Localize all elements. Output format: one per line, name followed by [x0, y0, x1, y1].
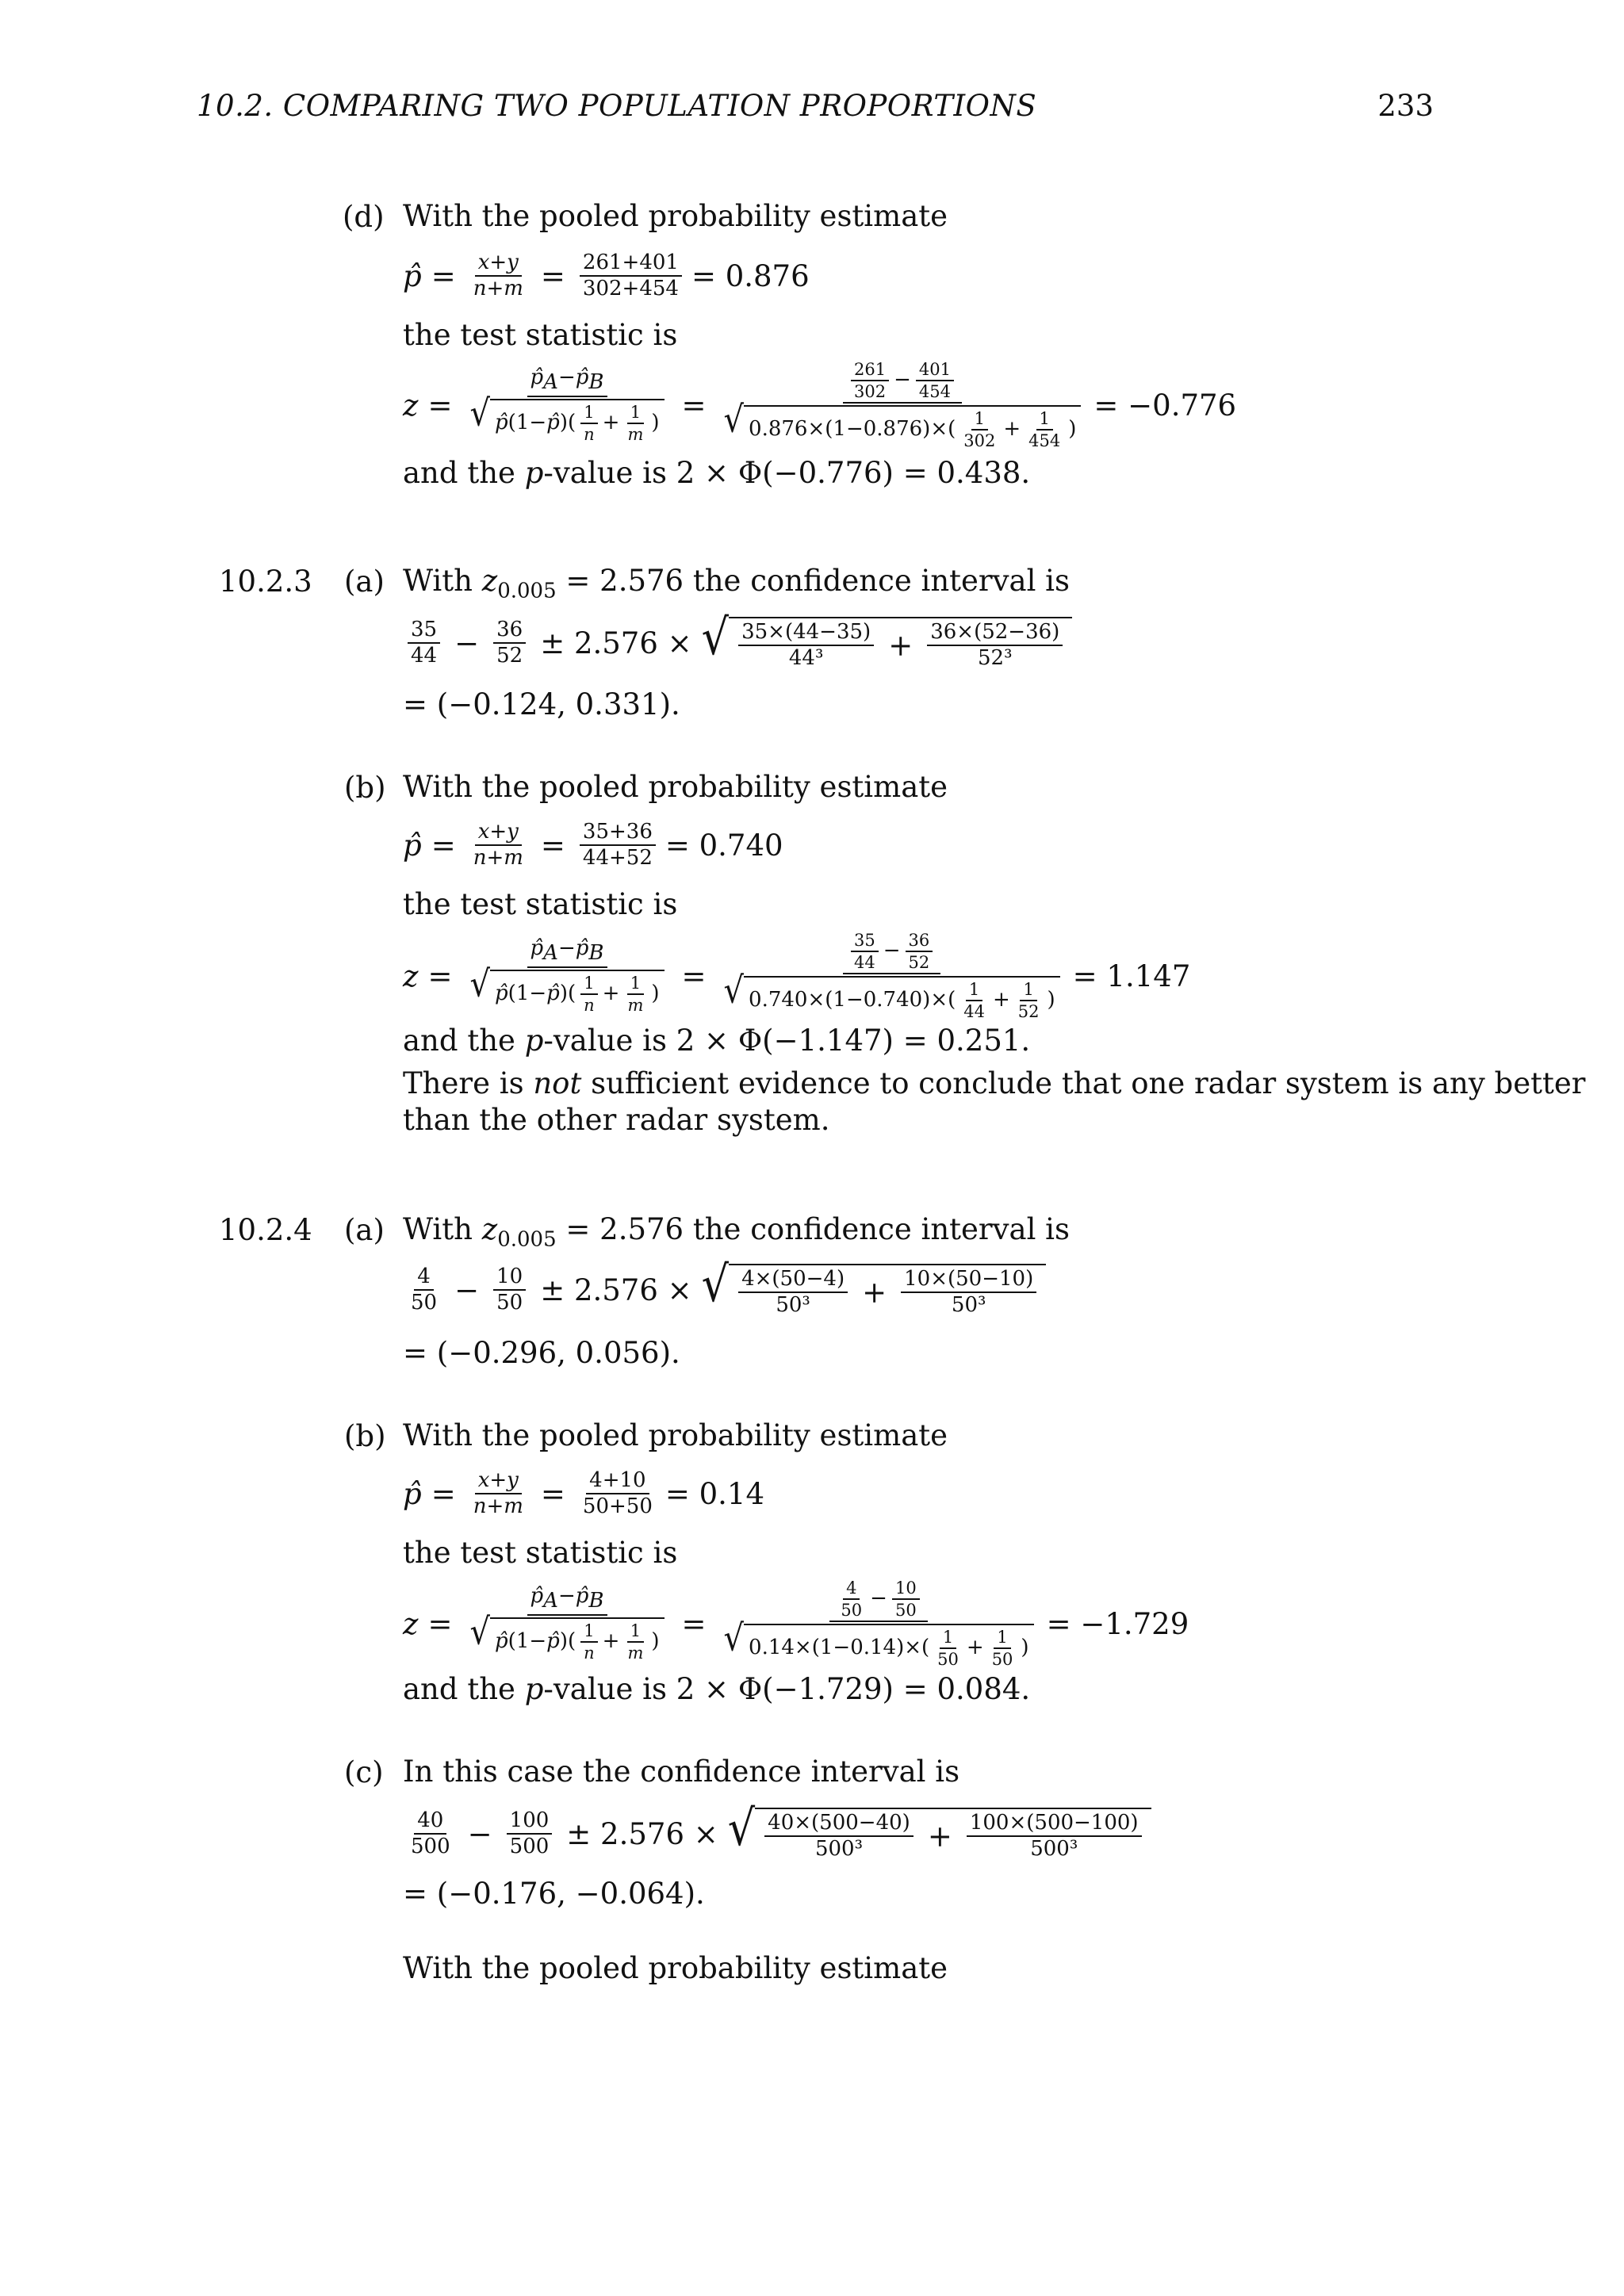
pooled-intro-10-2-4: With the pooled probability estimate — [403, 1418, 948, 1452]
part-label-d: (d) — [343, 200, 385, 234]
pvalue-line-10-2-3: and the p-value is 2 × Φ(−1.147) = 0.251. — [403, 1024, 1031, 1058]
conclusion-line-1: There is not sufficient evidence to conclude that one radar system is any better — [403, 1066, 1586, 1100]
ci-equation-10-2-3: $\frac{35}{44}$ − $\frac{36}{52}$ ± 2.576 × √ $\frac{35\times(44-35)}{\text{44³}}$ + $\frac{36\times(52-36)}{\text{52³}}$ — [403, 617, 1072, 670]
pooled-intro-10-2-4-c: With the pooled probability estimate — [403, 1951, 948, 1985]
ci-result-10-2-4-c: = (−0.176, −0.064). — [403, 1877, 705, 1911]
ci-result-10-2-4: = (−0.296, 0.056). — [403, 1336, 680, 1370]
z-a-num: 261 — [851, 361, 889, 381]
ci-intro-10-2-3: With $z_{0.005} = 2.576$ the confidence interval is — [403, 564, 1070, 603]
z-pool: 0.876 — [749, 417, 808, 442]
z-equation-d: z = $p̂_A-p̂_B$ √ p̂ (1− p̂ )( $\frac{1}{n}$ + $\frac{1}{m}$ ) = $\frac{261}{302}$ − $\frac{401}{454}$ √ 0.876 ×(1− 0.876 )×( $\frac{1}{302}$ + $\frac{1}{454}$ ) = −0.776 — [403, 360, 1237, 451]
z-a-den: 302 — [853, 382, 887, 402]
running-header-title: 10.2. COMPARING TWO POPULATION PROPORTIONS — [197, 89, 1037, 123]
z-value-d: = −0.776 — [1094, 388, 1237, 423]
conclusion-line-2: than the other radar system. — [403, 1103, 830, 1137]
phat-equation-10-2-3: p̂ = $\frac{x+y}{n+m}$ = $\frac{35+36}{44+52}$ = 0.740 — [403, 820, 783, 871]
part-label-10-2-4-a: (a) — [344, 1213, 385, 1247]
phat-equation-d: p̂ = $\frac{x+y}{n+m}$ = $\frac{261+401}{302+454}$ = 0.876 — [403, 251, 810, 301]
phat-value: = 0.876 — [691, 258, 810, 293]
ci-equation-10-2-4-c: $\frac{40}{500}$ − $\frac{100}{500}$ ± 2.576 × √ $\frac{40\times(500-40)}{\text{500³}}$ + $\frac{100\times(500-100)}{\text{500³}}$ — [403, 1808, 1151, 1861]
pvalue-line-10-2-4: and the p-value is 2 × Φ(−1.729) = 0.084. — [403, 1672, 1031, 1706]
phat-denominator: 302+454 — [582, 277, 679, 301]
z-m: 454 — [1028, 431, 1061, 451]
test-stat-intro-d: the test statistic is — [403, 318, 678, 352]
pooled-intro-10-2-3: With the pooled probability estimate — [403, 770, 948, 804]
z-n: 302 — [963, 431, 996, 451]
pooled-intro-d: With the pooled probability estimate — [403, 199, 948, 233]
ci-equation-10-2-4: $\frac{4}{50}$ − $\frac{10}{50}$ ± 2.576 × √ $\frac{4\times(50-4)}{\text{50³}}$ + $\frac{10\times(50-10)}{\text{50³}}$ — [403, 1264, 1046, 1317]
z-pool-2: 0.876 — [863, 417, 923, 442]
page-number: 233 — [1377, 89, 1434, 123]
problem-number-10-2-3: 10.2.3 — [219, 564, 312, 599]
ci-result-10-2-3: = (−0.124, 0.331). — [403, 687, 680, 721]
test-stat-intro-10-2-3: the test statistic is — [403, 887, 678, 921]
phat-numerator: 261+401 — [580, 252, 682, 277]
part-label-10-2-4-c: (c) — [344, 1755, 384, 1789]
z-b-num: 401 — [916, 361, 954, 381]
pvalue-line-d: and the p-value is 2 × Φ(−0.776) = 0.438. — [403, 456, 1031, 490]
problem-number-10-2-4: 10.2.4 — [219, 1213, 312, 1247]
test-stat-intro-10-2-4: the test statistic is — [403, 1536, 678, 1570]
part-label-10-2-3-a: (a) — [344, 564, 385, 599]
z-equation-10-2-3: z = $p̂_A-p̂_B$ √ p̂ (1− p̂ )( $\frac{1}{n}$ + $\frac{1}{m}$ ) = $\frac{35}{44}$ − $\frac{36}{52}$ √ 0.740 ×(1− 0.740 )×( $\frac{1}{44}$ + $\frac{1}{52}$ ) = 1.147 — [403, 931, 1191, 1022]
ci-intro-10-2-4: With $z_{0.005} = 2.576$ the confidence interval is — [403, 1212, 1070, 1252]
z-b-den: 454 — [918, 382, 951, 402]
part-label-10-2-4-b: (b) — [344, 1419, 386, 1453]
phat-equation-10-2-4: p̂ = $\frac{x+y}{n+m}$ = $\frac{4+10}{50+50}$ = 0.14 — [403, 1468, 765, 1519]
z-equation-10-2-4: z = $p̂_A-p̂_B$ √ p̂ (1− p̂ )( $\frac{1}{n}$ + $\frac{1}{m}$ ) = $\frac{4}{50}$ − $\frac{10}{50}$ √ 0.14 ×(1− 0.14 )×( $\frac{1}{50}$ + $\frac{1}{50}$ ) = −1.729 — [403, 1578, 1189, 1670]
ci-intro-10-2-4-c: In this case the confidence interval is — [403, 1755, 960, 1789]
part-label-10-2-3-b: (b) — [344, 771, 386, 805]
